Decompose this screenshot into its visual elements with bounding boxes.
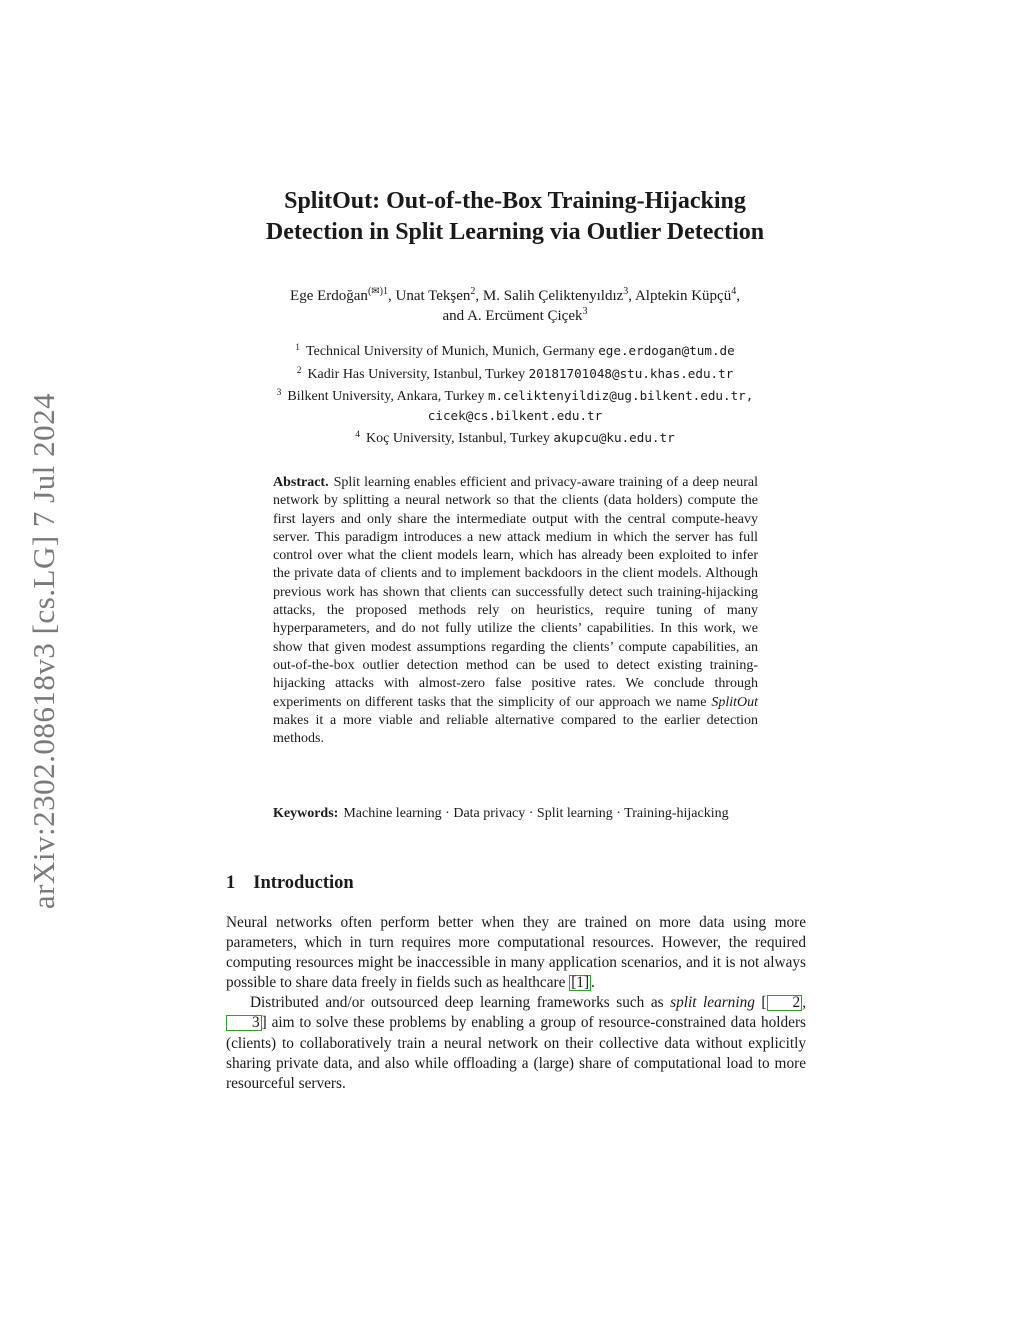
affiliation-email: 20181701048@stu.khas.edu.tr xyxy=(528,365,734,381)
author-name: and A. Ercüment Çiçek xyxy=(442,308,583,324)
citation-link[interactable]: 3 xyxy=(226,1015,262,1031)
section-title: Introduction xyxy=(253,873,354,893)
author-affil-mark: 1 xyxy=(382,286,388,297)
arxiv-identifier: arXiv:2302.08618v3 [cs.LG] 7 Jul 2024 xyxy=(26,392,61,910)
author-name: , Alptekin Küpçü xyxy=(628,288,732,304)
affiliation-2 xyxy=(210,362,820,385)
author-affil-mark: 2 xyxy=(470,286,476,297)
abstract xyxy=(273,474,758,748)
affiliation-text: Technical University of Munich, Munich, Germany xyxy=(306,344,599,359)
affiliation-email: cicek@cs.bilkent.edu.tr xyxy=(427,407,603,423)
author-line-2 xyxy=(200,306,830,326)
author-separator: , xyxy=(736,288,740,304)
title-line-2: Detection in Split Learning via Outlier Detection xyxy=(265,219,765,245)
author-name: , Unat Tekşen xyxy=(387,288,471,304)
citation-link[interactable]: [1] xyxy=(571,974,590,992)
paragraph-2 xyxy=(226,993,806,1093)
affiliations xyxy=(210,339,820,449)
citation-bracket: [ xyxy=(754,994,767,1012)
title-line-1: SplitOut: Out-of-the-Box Training-Hijacking xyxy=(284,188,746,214)
paper-title xyxy=(200,186,830,248)
affiliation-text: Bilkent University, Ankara, Turkey xyxy=(287,389,488,404)
affiliation-text: Kadir Has University, Istanbul, Turkey xyxy=(307,366,529,382)
section-heading xyxy=(226,873,354,894)
author-affil-mark: 3 xyxy=(623,286,629,297)
affiliation-email: ege.erdogan@tum.de xyxy=(598,343,735,358)
affiliation-1 xyxy=(210,339,820,362)
emphasized-term: split learning xyxy=(670,994,755,1012)
affiliation-4 xyxy=(210,426,820,449)
body-text xyxy=(226,913,806,1094)
affiliation-3 xyxy=(210,384,820,407)
affiliation-email: m.celiktenyildiz@ug.bilkent.edu.tr, xyxy=(487,388,754,403)
keywords-label: Keywords: xyxy=(273,806,339,821)
affiliation-3-continued xyxy=(210,407,820,427)
method-name: SplitOut xyxy=(711,694,758,710)
keywords xyxy=(273,805,758,823)
affiliation-number: 2 xyxy=(296,365,302,376)
affiliation-text: Koç University, Istanbul, Turkey xyxy=(366,431,554,446)
citation-bracket: ] xyxy=(261,1014,267,1032)
citation-link[interactable]: 2 xyxy=(767,995,803,1011)
affiliation-number: 1 xyxy=(295,343,301,353)
paragraph-text: Distributed and/or outsourced deep learning frameworks such as xyxy=(250,994,671,1012)
affiliation-email: akupcu@ku.edu.tr xyxy=(553,430,675,445)
paragraph-punct: . xyxy=(591,974,595,992)
keywords-text: Machine learning · Data privacy · Split learning · Training-hijacking xyxy=(343,806,729,821)
paragraph-1 xyxy=(226,913,806,993)
arxiv-sidebar xyxy=(17,375,71,927)
author-list xyxy=(200,282,830,326)
affiliation-number: 4 xyxy=(355,430,361,440)
paragraph-text: Neural networks often perform better when they are trained on more data using more parameters, which in turn requires more computational resources. However, the required computing resources might be inaccessible in many application scenarios, and it is not always possible to share data freely in fields such as healthcare xyxy=(226,914,806,992)
author-affil-mark: 3 xyxy=(582,306,588,317)
author-line-1 xyxy=(200,282,830,306)
affiliation-number: 3 xyxy=(276,388,282,398)
author-affil-mark: 4 xyxy=(731,286,737,297)
abstract-text: Split learning enables efficient and privacy-aware training of a deep neural network by splitting a neural network so that the clients (data holders) compute the first layers and only share the intermediate output with the central compute-heavy server. This paradigm introduces a new attack medium in which the server has full control over what the client models learn, which has already been exploited to infer the private data of clients and to implement backdoors in the client models. Although previous work has shown that clients can successfully detect such training-hijacking attacks, the proposed methods rely on heuristics, require tuning of many hyperparameters, and do not fully utilize the clients’ capabilities. In this work, we show that given modest assumptions regarding the clients’ compute capabilities, an out-of-the-box outlier detection method can be used to detect existing training-hijacking attacks with almost-zero false positive rates. We conclude through experiments on different tasks that the simplicity of our approach we name xyxy=(273,475,758,710)
abstract-text-end: makes it a more viable and reliable alternative compared to the earlier detection methods. xyxy=(273,712,758,747)
author-name: , M. Salih Çeliktenyıldız xyxy=(475,288,624,304)
author-name: Ege Erdoğan xyxy=(290,288,368,304)
section-number: 1 xyxy=(226,873,236,893)
envelope-icon: (✉) xyxy=(367,286,383,297)
citation-separator: , xyxy=(802,994,807,1012)
abstract-label: Abstract. xyxy=(273,475,329,490)
paragraph-text: aim to solve these problems by enabling a group of resource-constrained data holders (clients) to collaboratively train a neural network on their collective data without explicitly sharing private data, and also while offloading a (large) share of computational load to more resourceful servers. xyxy=(226,1014,806,1092)
